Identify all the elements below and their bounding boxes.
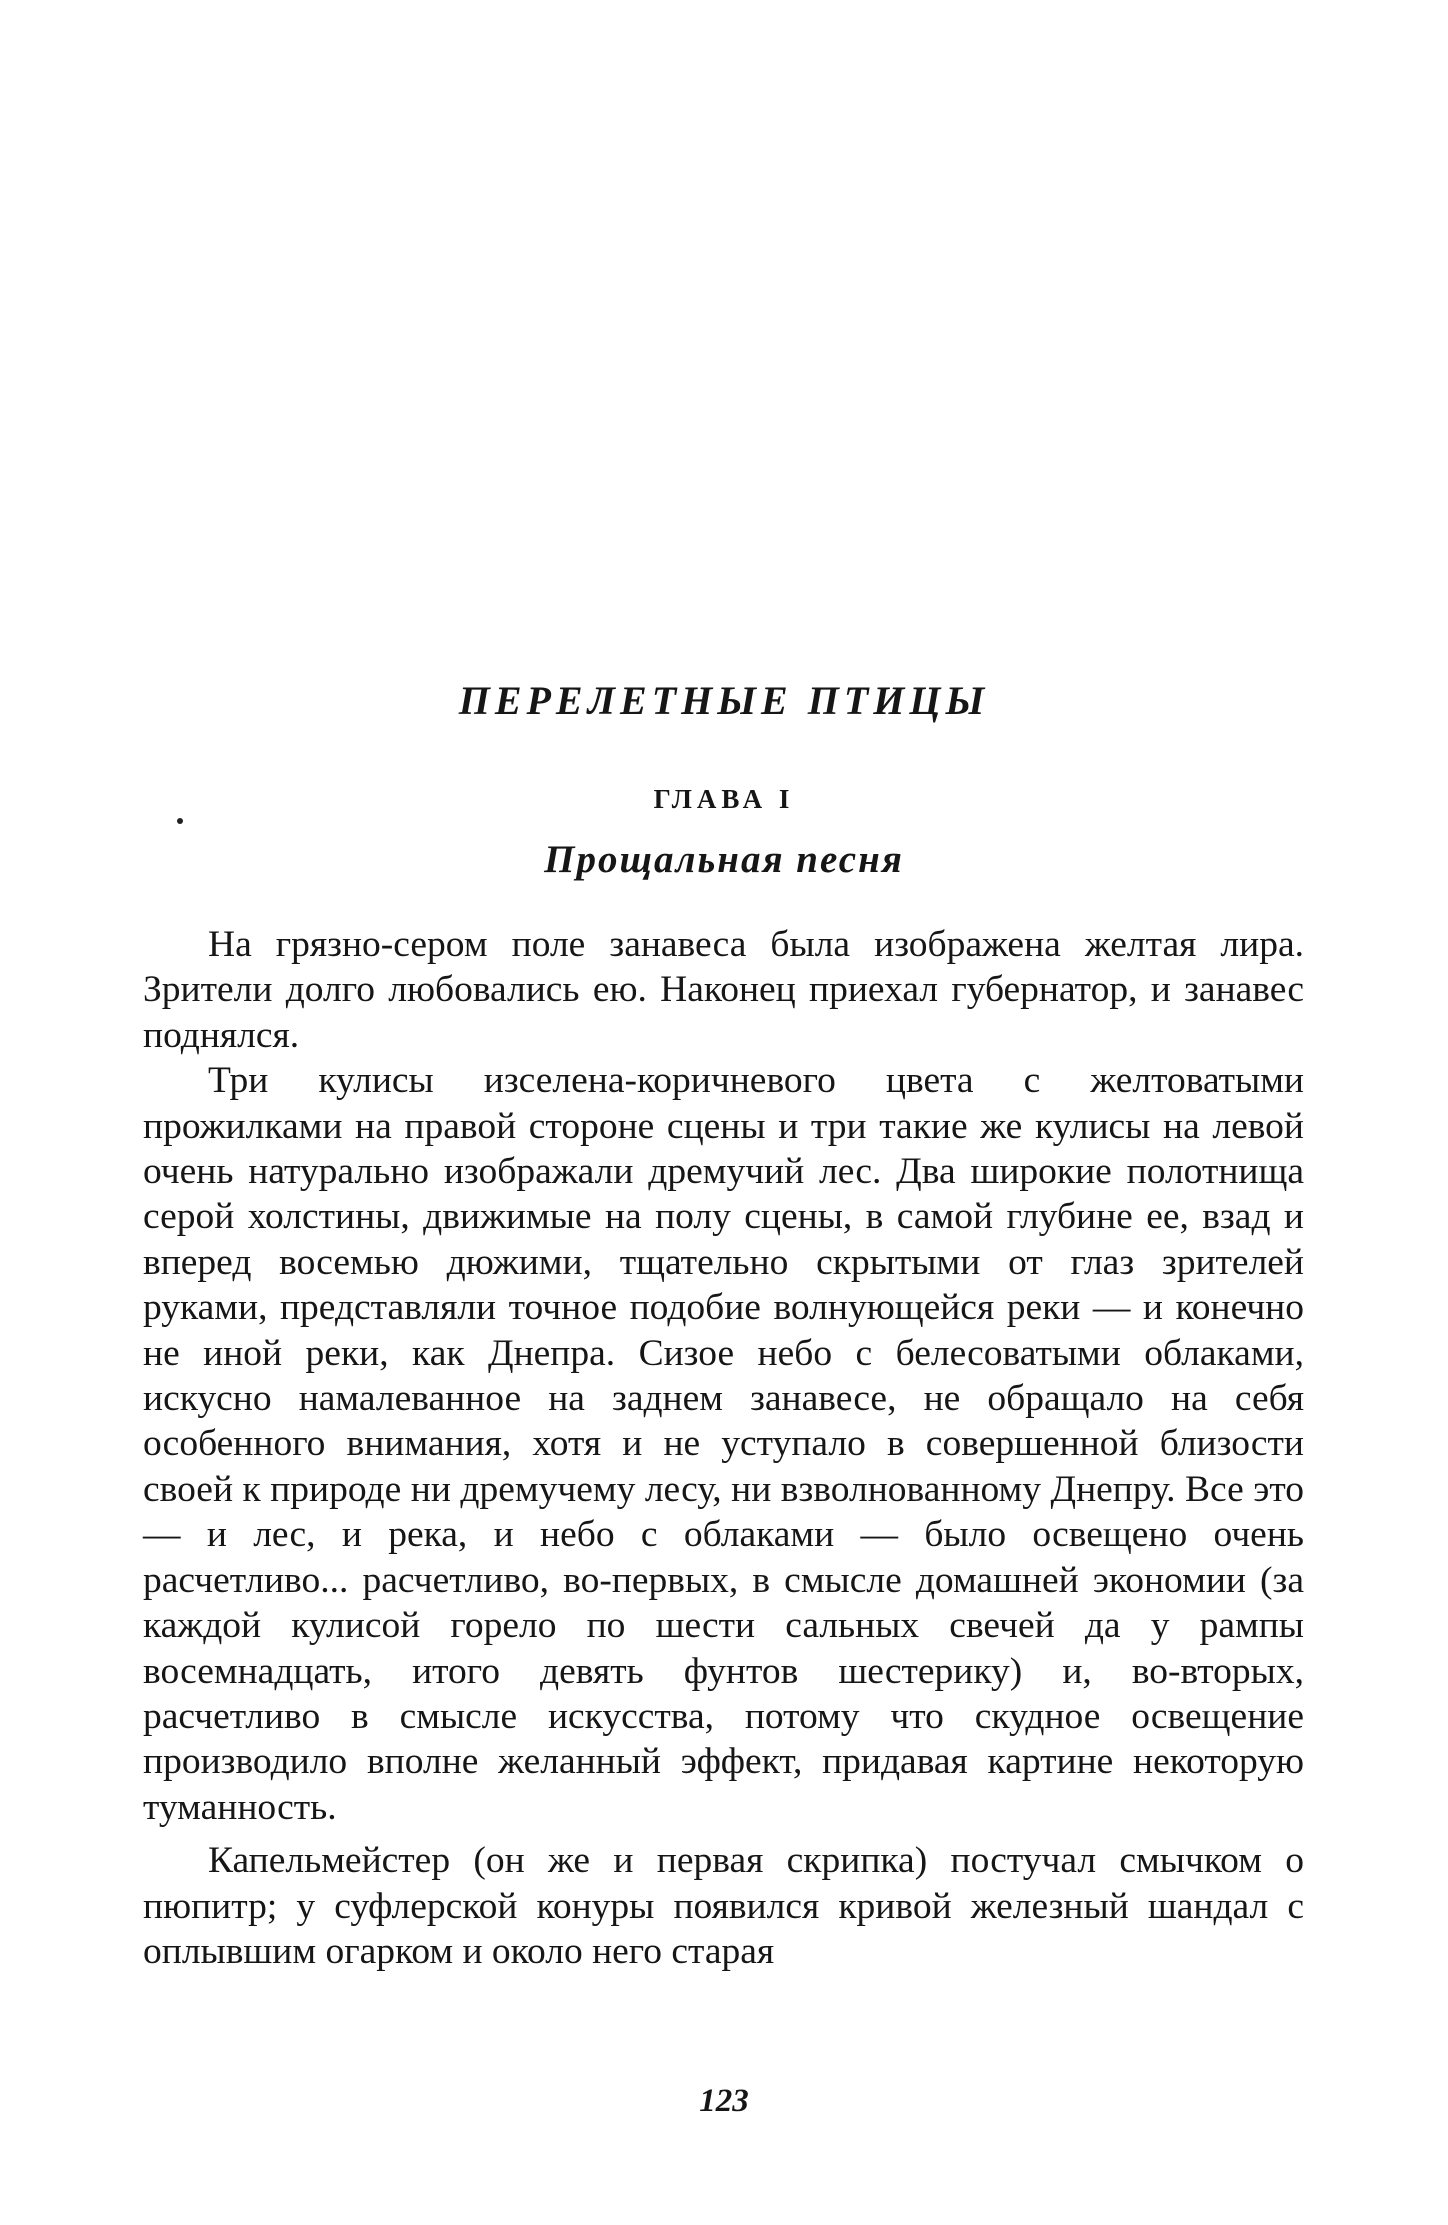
- book-title: ПЕРЕЛЕТНЫЕ ПТИЦЫ: [458, 678, 990, 723]
- print-speck: [177, 818, 183, 824]
- paragraph: Три кулисы изселена-коричневого цвета с желтоватыми прожилками на правой стороне сцены и три такие же кулисы на левой очень натурально изображали дремучий лес. Два широкие полотнища серой холстины, движимые на полу сцены, в самой глубине ее, взад и вперед восемью дюжими, тщательно скрытыми от глаз зрителей руками, представляли точное подобие волнующейся реки — и конечно не иной реки, как Днепра. Сизое небо с белесоватыми облаками, искусно намалеванное на заднем занавесе, не обращало на себя особенного внимания, хотя и не уступало в совершенной близости своей к природе ни дремучему лесу, ни взволнованному Днепру. Все это — и лес, и река, и небо с облаками — было освещено очень расчетливо... расчетливо, во-первых, в смысле домашней экономии (за каждой кулисой горело по шести сальных свечей да у рампы восемнадцать, итого девять фунтов шестерику) и, во-вторых, расчетливо в смысле искусства, потому что скудное освещение производило вполне желанный эффект, придавая картине некоторую туманность.: [143, 1060, 1304, 1828]
- body-text: [143, 922, 1304, 1974]
- page-number: 123: [699, 2083, 749, 2119]
- chapter-subtitle: Прощальная песня: [544, 838, 904, 881]
- chapter-label: ГЛАВА I: [653, 784, 795, 814]
- paragraph: Капельмейстер (он же и первая скрипка) постучал смычком о пюпитр; у суфлерской конуры появился кривой железный шандал с оплывшим огарком и около него старая: [143, 1840, 1304, 1972]
- paragraph: На грязно-сером поле занавеса была изображена желтая лира. Зрители долго любовались ею. Наконец приехал губернатор, и занавес поднялся.: [143, 924, 1304, 1056]
